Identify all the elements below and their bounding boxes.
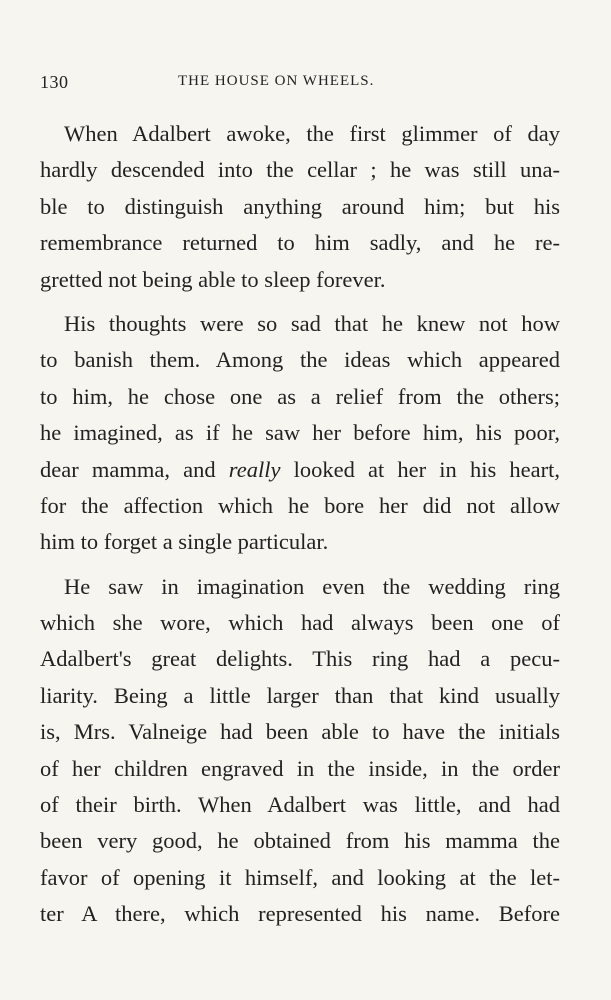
text-line: is, Mrs. Valneige had been able to have the initials: [40, 719, 560, 745]
text-line: of their birth. When Adalbert was little, and had: [40, 792, 560, 818]
line-text-before-italic: dear mamma, and: [40, 456, 229, 482]
text-line: Adalbert's great delights. This ring had a pecu-: [40, 646, 560, 672]
page-number: 130: [40, 72, 69, 92]
text-line: ter A there, which represented his name. Before: [40, 901, 560, 927]
text-line: to banish them. Among the ideas which appeared: [40, 347, 560, 373]
text-line: hardly descended into the cellar ; he was still una-: [40, 157, 560, 183]
text-line: favor of opening it himself, and looking at the let-: [40, 864, 560, 890]
text-line: liarity. Being a little larger than that kind usually: [40, 682, 560, 708]
text-line: been very good, he obtained from his mamma the: [40, 828, 560, 854]
line-text-after-italic: looked at her in his heart,: [280, 456, 560, 482]
body-text: [40, 116, 560, 933]
paragraph-3: [40, 569, 560, 933]
text-line: for the affection which he bore her did not allow: [40, 492, 560, 518]
page-header: [40, 72, 571, 98]
text-line: he imagined, as if he saw her before him, his poor,: [40, 420, 560, 446]
text-line: which she wore, which had always been one of: [40, 610, 560, 636]
text-line-with-italic: [40, 452, 560, 488]
running-head: THE HOUSE ON WHEELS.: [178, 73, 375, 89]
italic-word: really: [228, 456, 281, 482]
text-line: His thoughts were so sad that he knew not how: [64, 310, 560, 336]
text-line: When Adalbert awoke, the first glimmer of day: [64, 121, 560, 146]
text-line: to him, he chose one as a relief from the others;: [40, 383, 560, 409]
paragraph-1: [40, 116, 560, 298]
text-line: He saw in imagination even the wedding ring: [64, 573, 560, 599]
text-line: remembrance returned to him sadly, and he re-: [40, 230, 560, 256]
text-line: ble to distinguish anything around him; but his: [40, 193, 560, 219]
paragraph-2: [40, 306, 560, 561]
text-line: of her children engraved in the inside, in the order: [40, 755, 560, 781]
text-line: him to forget a single particular.: [40, 529, 329, 555]
text-line: gretted not being able to sleep forever.: [40, 266, 386, 292]
